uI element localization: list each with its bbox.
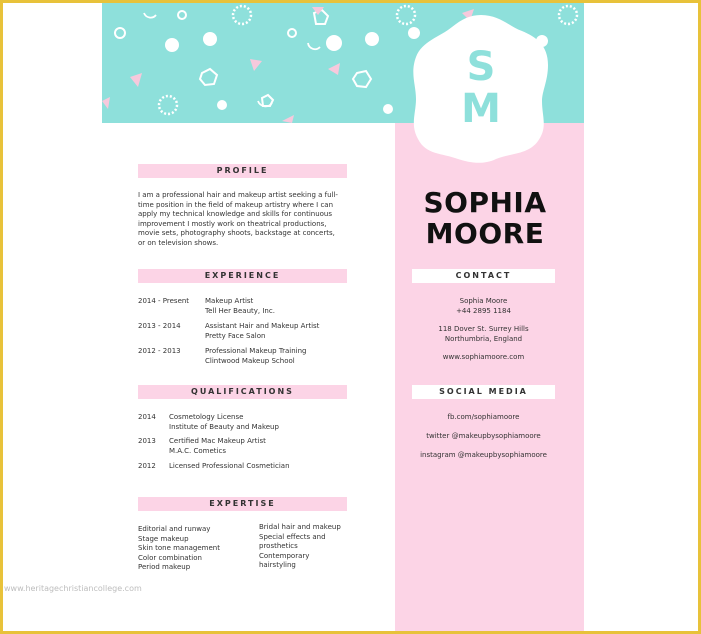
experience-entry <box>205 347 306 366</box>
expertise-list-left <box>138 525 220 573</box>
full-name <box>410 187 560 249</box>
qualification-title: Licensed Professional Cosmetician <box>169 462 290 470</box>
watermark: www.heritagechristiancollege.com <box>4 584 142 593</box>
profile-line: improvement I mostly work on theatrical productions, <box>138 219 327 228</box>
social-instagram[interactable]: instagram @makeupbysophiamoore <box>420 451 547 459</box>
qualification-year: 2012 <box>138 462 156 470</box>
experience-entry <box>205 322 319 341</box>
contact-address-line: 118 Dover St. Surrey Hills <box>438 325 529 333</box>
qualification-institution: Institute of Beauty and Makeup <box>169 422 279 431</box>
expertise-item: Contemporary <box>259 551 310 560</box>
contact-heading: CONTACT <box>412 269 555 283</box>
contact-phone: +44 2895 1184 <box>456 306 511 315</box>
expertise-item: Editorial and runway <box>138 525 211 533</box>
profile-heading: PROFILE <box>138 164 347 178</box>
expertise-item: Period makeup <box>138 563 191 571</box>
experience-period: 2013 - 2014 <box>138 322 181 330</box>
contact-address <box>412 325 555 344</box>
expertise-item: prosthetics <box>259 542 298 550</box>
monogram-second-letter: M <box>461 86 501 132</box>
monogram-first-letter: S <box>466 44 496 90</box>
experience-period: 2014 - Present <box>138 297 190 305</box>
profile-line: apply my technical knowledge and skills for continuous <box>138 210 333 218</box>
experience-heading: EXPERIENCE <box>138 269 347 283</box>
expertise-heading: EXPERTISE <box>138 497 347 511</box>
experience-place: Clintwood Makeup School <box>205 356 295 365</box>
qualification-entry <box>169 437 266 456</box>
social-twitter[interactable]: twitter @makeupbysophiamoore <box>426 432 541 440</box>
qualification-title: Certified Mac Makeup Artist <box>169 437 266 445</box>
social-media-heading: SOCIAL MEDIA <box>412 385 555 399</box>
expertise-item: Stage makeup <box>138 534 189 543</box>
contact-name-phone <box>412 297 555 316</box>
experience-period: 2012 - 2013 <box>138 347 181 355</box>
qualification-institution: M.A.C. Cometics <box>169 446 226 455</box>
profile-line: time position in the field of makeup artistry where I can <box>138 200 334 209</box>
contact-address-line: Northumbria, England <box>444 334 523 343</box>
profile-text <box>138 191 343 248</box>
contact-name: Sophia Moore <box>459 297 508 305</box>
experience-entry <box>205 297 275 316</box>
expertise-item: Special effects and <box>259 532 326 541</box>
expertise-list-right <box>259 523 341 571</box>
social-facebook[interactable]: fb.com/sophiamoore <box>447 413 520 421</box>
expertise-item: Color combination <box>138 553 202 562</box>
qualification-entry <box>169 413 279 432</box>
experience-title: Makeup Artist <box>205 297 254 305</box>
qualification-year: 2014 <box>138 413 156 421</box>
qualification-year: 2013 <box>138 437 156 445</box>
expertise-item: Bridal hair and makeup <box>259 523 341 531</box>
qualification-title: Cosmetology License <box>169 413 244 421</box>
profile-line: movie sets, photography shoots, backstage at concerts, <box>138 229 335 237</box>
profile-line: I am a professional hair and makeup artist seeking a full- <box>138 191 338 199</box>
experience-title: Professional Makeup Training <box>205 347 307 355</box>
experience-place: Tell Her Beauty, Inc. <box>205 306 275 315</box>
experience-place: Pretty Face Salon <box>205 331 266 340</box>
expertise-item: Skin tone management <box>138 544 220 552</box>
first-name: SOPHIA <box>423 186 547 219</box>
resume-page <box>102 3 584 631</box>
expertise-item: hairstyling <box>259 561 296 569</box>
experience-title: Assistant Hair and Makeup Artist <box>205 322 320 330</box>
profile-line: or on television shows. <box>138 238 219 247</box>
last-name: MOORE <box>425 217 545 250</box>
contact-website[interactable]: www.sophiamoore.com <box>442 353 525 361</box>
qualifications-heading: QUALIFICATIONS <box>138 385 347 399</box>
